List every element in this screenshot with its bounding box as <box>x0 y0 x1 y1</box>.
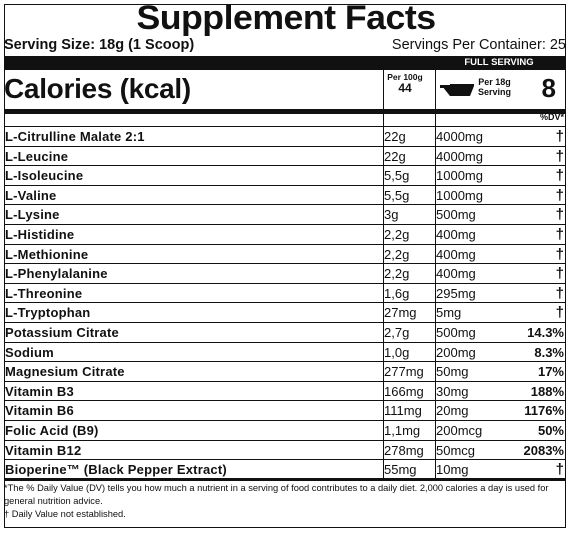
footnote-dv <box>4 482 566 508</box>
amount-per-serving: 200mcg <box>436 423 483 438</box>
nutrient-name: L-Lysine <box>5 207 60 223</box>
amount-per-100g: 111mg <box>384 403 422 419</box>
table-row <box>4 204 566 225</box>
nutrient-name: L-Phenylalanine <box>5 266 108 282</box>
amount-per-serving: 4000mg <box>436 148 483 164</box>
table-row <box>4 165 566 186</box>
per100-label: Per 100g <box>387 72 423 82</box>
amount-per-100g: 22g <box>384 148 406 164</box>
daily-value: † <box>555 304 564 322</box>
amount-per-serving: 50mcg <box>436 442 476 458</box>
amount-per-100g: 22g <box>384 129 406 144</box>
serving-size: Serving Size: 18g (1 Scoop) <box>4 37 195 53</box>
table-row <box>4 146 566 167</box>
amount-per-100g: 3g <box>384 207 399 223</box>
daily-value: † <box>555 265 564 283</box>
per100-calories: 44 <box>398 81 412 95</box>
daily-value: 188% <box>530 383 564 399</box>
amount-per-serving: 20mg <box>436 403 469 419</box>
table-row <box>4 244 566 265</box>
daily-value: 50% <box>537 423 564 438</box>
nutrient-name: L-Valine <box>5 187 57 203</box>
nutrient-name: Folic Acid (B9) <box>5 423 99 438</box>
nutrient-name: Potassium Citrate <box>5 325 119 340</box>
amount-per-100g: 55mg <box>384 462 417 478</box>
daily-value: † <box>555 147 564 165</box>
amount-per-serving: 295mg <box>436 285 476 301</box>
nutrient-name: Sodium <box>5 344 54 360</box>
amount-per-100g: 5,5g <box>384 187 410 203</box>
amount-per-100g: 27mg <box>384 305 417 321</box>
table-row <box>4 459 566 480</box>
daily-value: 14.3% <box>527 325 564 340</box>
table-row <box>4 400 566 421</box>
table-row <box>4 302 566 323</box>
amount-per-100g: 1,1mg <box>384 423 421 438</box>
daily-value: † <box>555 128 564 145</box>
amount-per-100g: 2,2g <box>384 266 410 282</box>
nutrient-name: L-Leucine <box>5 148 69 164</box>
nutrient-name: Magnesium Citrate <box>5 364 125 380</box>
table-row <box>4 420 566 441</box>
nutrient-name: Vitamin B12 <box>5 442 82 458</box>
amount-per-serving: 4000mg <box>436 129 483 144</box>
table-row <box>4 322 566 343</box>
nutrient-name: Bioperine™ (Black Pepper Extract) <box>5 462 227 478</box>
nutrient-name: L-Histidine <box>5 227 75 242</box>
dv-header: %DV* <box>539 112 564 122</box>
table-row <box>4 185 566 206</box>
daily-value: 2083% <box>523 442 564 458</box>
daily-value: † <box>555 284 564 302</box>
per18-label-1: Per 18g <box>478 77 511 87</box>
column-divider-2 <box>435 70 436 478</box>
amount-per-100g: 2,7g <box>384 325 410 340</box>
amount-per-serving: 50mg <box>436 364 469 380</box>
table-row <box>4 342 566 363</box>
serving-info <box>4 35 566 55</box>
daily-value: † <box>555 226 564 243</box>
daily-value: † <box>555 167 564 185</box>
amount-per-serving: 1000mg <box>436 168 483 184</box>
daily-value: † <box>555 206 564 224</box>
amount-per-serving: 400mg <box>436 266 476 282</box>
amount-per-serving: 400mg <box>436 246 476 262</box>
table-row <box>4 440 566 461</box>
nutrient-name: L-Isoleucine <box>5 168 84 184</box>
calories-thick-divider <box>4 109 566 114</box>
amount-per-100g: 1,6g <box>384 285 410 301</box>
nutrient-name: L-Tryptophan <box>5 305 91 321</box>
scoop-icon <box>440 80 476 100</box>
amount-per-100g: 2,2g <box>384 246 410 262</box>
table-row <box>4 361 566 382</box>
amount-per-serving: 500mg <box>436 207 476 223</box>
nutrient-name: Vitamin B6 <box>5 403 74 419</box>
column-divider-1 <box>383 70 384 478</box>
per18-header <box>478 78 511 97</box>
per18-label-2: Serving <box>478 86 512 97</box>
full-serving-label: FULL SERVING <box>432 56 566 70</box>
amount-per-serving: 5mg <box>436 305 462 321</box>
daily-value: † <box>555 245 564 263</box>
amount-per-serving: 400mg <box>436 227 476 242</box>
table-row <box>4 263 566 284</box>
daily-value: † <box>555 186 564 204</box>
servings-per-container: Servings Per Container: 25 <box>391 37 566 53</box>
amount-per-serving: 30mg <box>436 383 469 399</box>
footnote-dagger: † Daily Value not established. <box>4 509 126 519</box>
table-row <box>4 224 566 245</box>
nutrient-name: L-Threonine <box>5 285 83 301</box>
daily-value: † <box>555 461 564 479</box>
amount-per-serving: 500mg <box>436 325 476 340</box>
per100-header <box>381 73 429 94</box>
per18-calories: 8 <box>541 73 556 103</box>
calories-label: Calories (kcal) <box>4 73 191 104</box>
amount-per-serving: 200mg <box>436 344 476 360</box>
daily-value: 8.3% <box>534 344 564 360</box>
nutrient-name: Vitamin B3 <box>5 383 74 399</box>
nutrient-name: L-Methionine <box>5 246 89 262</box>
table-row <box>4 381 566 402</box>
panel-title: Supplement Facts <box>136 0 436 37</box>
amount-per-100g: 277mg <box>384 364 424 380</box>
amount-per-serving: 1000mg <box>436 187 483 203</box>
amount-per-100g: 2,2g <box>384 227 410 242</box>
amount-per-100g: 1,0g <box>384 344 410 360</box>
daily-value: 1176% <box>524 403 564 419</box>
daily-value: 17% <box>537 364 564 380</box>
nutrient-name: L-Citrulline Malate 2:1 <box>5 129 145 144</box>
amount-per-100g: 166mg <box>384 383 424 399</box>
footnote-dv-text: *The % Daily Value (DV) tells you how much a nutrient in a serving of food contributes to a daily diet. 2,000 calories a day is used for general nutrition advice. <box>4 483 549 506</box>
table-row <box>4 126 566 147</box>
amount-per-serving: 10mg <box>436 462 469 478</box>
bottom-thick-divider <box>4 478 566 481</box>
table-row <box>4 283 566 304</box>
amount-per-100g: 278mg <box>384 442 424 458</box>
amount-per-100g: 5,5g <box>384 168 410 184</box>
